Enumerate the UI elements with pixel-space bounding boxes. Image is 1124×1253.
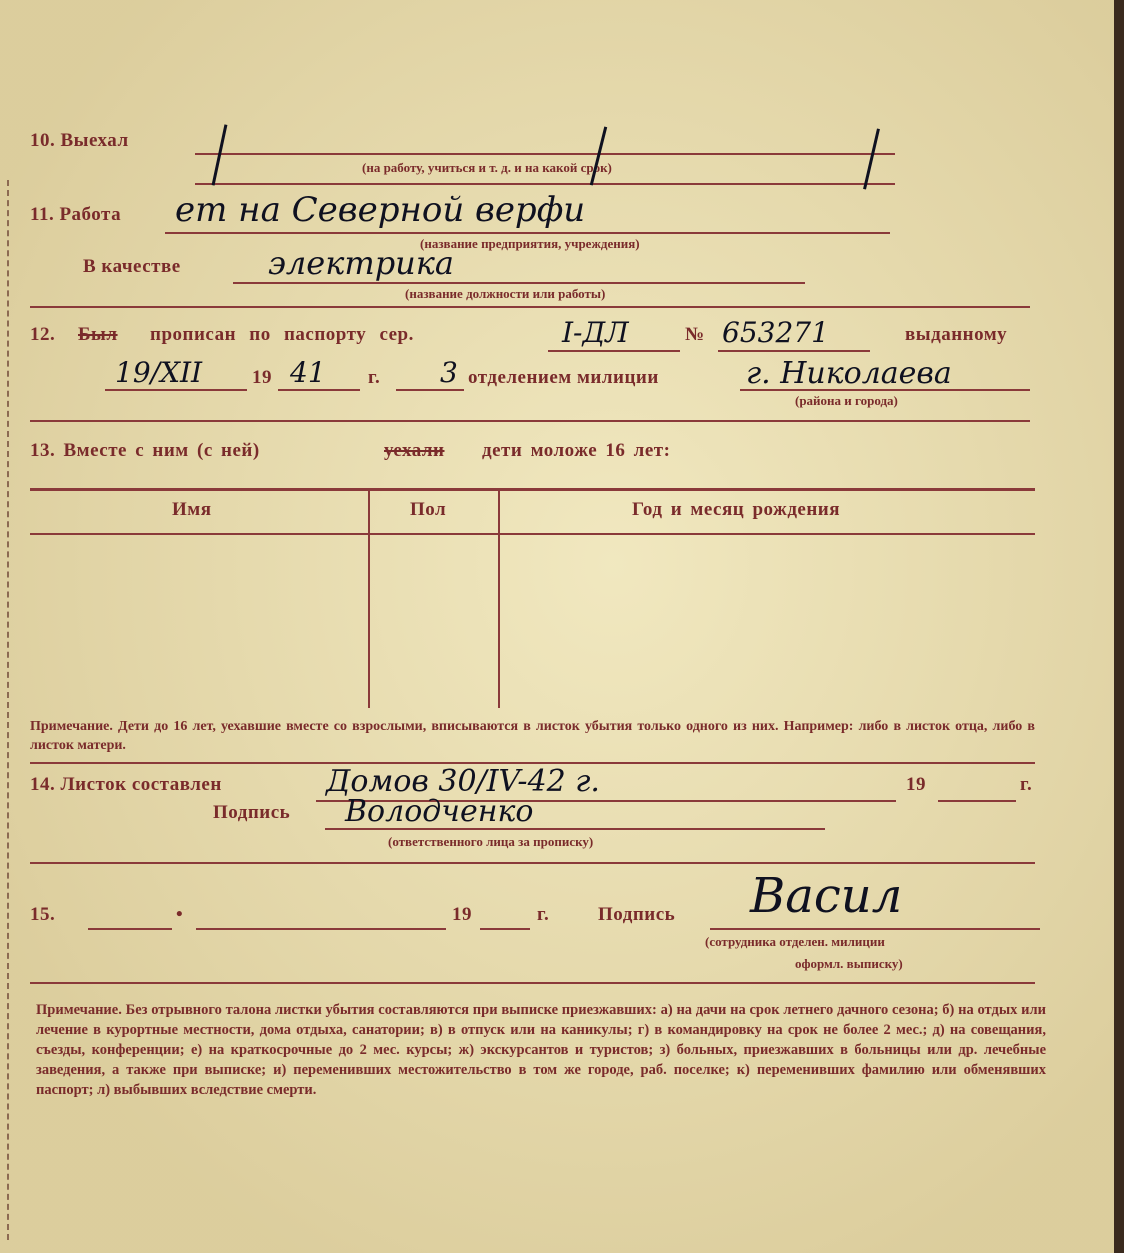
item15-label: 15. [30,904,56,925]
office-number-value: 3 [440,356,458,389]
handwritten-dash-mark [863,128,880,189]
section-divider [30,306,1030,308]
item12-label: прописан по паспорту сер. [150,324,414,345]
issue-year-value: 41 [290,356,326,389]
item11-role-label: В качестве [83,256,181,277]
item14-label: 14. Листок составлен [30,774,222,795]
item15-year-prefix: 19 [452,904,472,925]
item12-office-number-line [396,389,464,391]
item12-date-line [105,389,247,391]
item15-signature-label: Подпись [598,904,676,925]
passport-series-value: I-ДЛ [562,316,629,349]
item15-day-line [88,928,172,930]
office-city-value: г. Николаева [746,356,952,391]
item15-year-line [480,928,530,930]
handwritten-dash-mark [212,124,228,185]
children-table-top [30,488,1035,491]
item15-dot: • [176,904,184,925]
item14-signature-value: Володченко [345,794,534,829]
col-header-sex: Пол [410,499,447,520]
item15-signature-line [710,928,1040,930]
children-table-col-divider [368,490,370,708]
section-divider [30,420,1030,422]
children-table-header-line [30,533,1035,535]
item14-year-prefix: 19 [906,774,926,795]
section-divider [30,862,1035,864]
section-divider [30,982,1035,984]
item12-issued-label: выданному [905,324,1008,345]
item10-line [195,153,895,155]
item11-line [165,232,890,234]
item13-note: Примечание. Дети до 16 лет, уехавшие вместе со взрослыми, вписываются в листок убытия только одного из них. Например: либо в листок отца, либо в листок матери. [30,719,1035,753]
item12-year-prefix: 19 [252,367,272,388]
passport-number-value: 653271 [722,316,829,349]
col-header-birth: Год и месяц рождения [632,499,841,520]
item10-label: 10. Выехал [30,130,129,151]
item10-caption: (на работу, учиться и т. д. и на какой срок) [362,160,612,175]
item11-role-value: электрика [268,244,454,282]
item14-year-line [938,800,1016,802]
item12-struck-word: Был [78,324,118,345]
item14-compiled-value: Домов 30/IV-42 г. [326,764,600,799]
perforation-edge [7,180,9,1240]
handwritten-dash-mark [590,127,607,186]
issue-date-value: 19/XII [115,356,203,389]
item11-label: 11. Работа [30,204,122,225]
item12-number-label: № [685,324,705,345]
children-table-col-divider [498,490,500,708]
item15-month-line [196,928,446,930]
item15-signature-value: Васил [750,868,903,924]
item12-caption: (района и города) [795,393,898,408]
item11-role-line [233,282,805,284]
item12-year-label: г. [368,367,381,388]
item13-label: 13. Вместе с ним (с ней) [30,440,260,461]
item13-tail: дети моложе 16 лет: [482,440,671,461]
item10-line-2 [195,183,895,185]
item12-series-line [548,350,680,352]
item15-caption-2: оформл. выписку) [795,956,903,971]
item12-number-line [718,350,870,352]
item14-signature-label: Подпись [213,802,291,823]
item12-office-label: отделением милиции [468,367,659,388]
item13-struck-word: уехали [384,440,445,461]
item11-caption: (название предприятия, учреждения) [420,236,640,251]
item14-caption: (ответственного лица за прописку) [388,834,594,849]
item11-role-caption: (название должности или работы) [405,286,606,301]
item14-year-label: г. [1020,774,1033,795]
item15-caption: (сотрудника отделен. милиции [705,934,885,949]
item15-year-label: г. [537,904,550,925]
item12-number: 12. [30,324,56,345]
footnote: Примечание. Без отрывного талона листки убытия составляются при выписке приезжавших: а) на дачи на срок летнего дачного сезона; б) на отдых или лечение в курортные местности, дома отдыха, санатории; в) в отпуск или на каникулы; г) в командировку на срок не более 2 мес.; д) на совещания, съезды, конференции; е) на краткосрочные до 2 мес. курсы; ж) экскурсантов и туристов; з) больных, приезжавших в больницы или др. лечебные заведения, а также при выписке; и) переменивших местожительство в том же городе, раб. поселке; к) переменивших фамилию или обменявших паспорт; л) выбывших вследствие смерти. [36,1002,1046,1098]
col-header-name: Имя [172,499,212,520]
item12-year-line [278,389,360,391]
item11-workplace-value: ет на Северной верфи [175,190,586,230]
